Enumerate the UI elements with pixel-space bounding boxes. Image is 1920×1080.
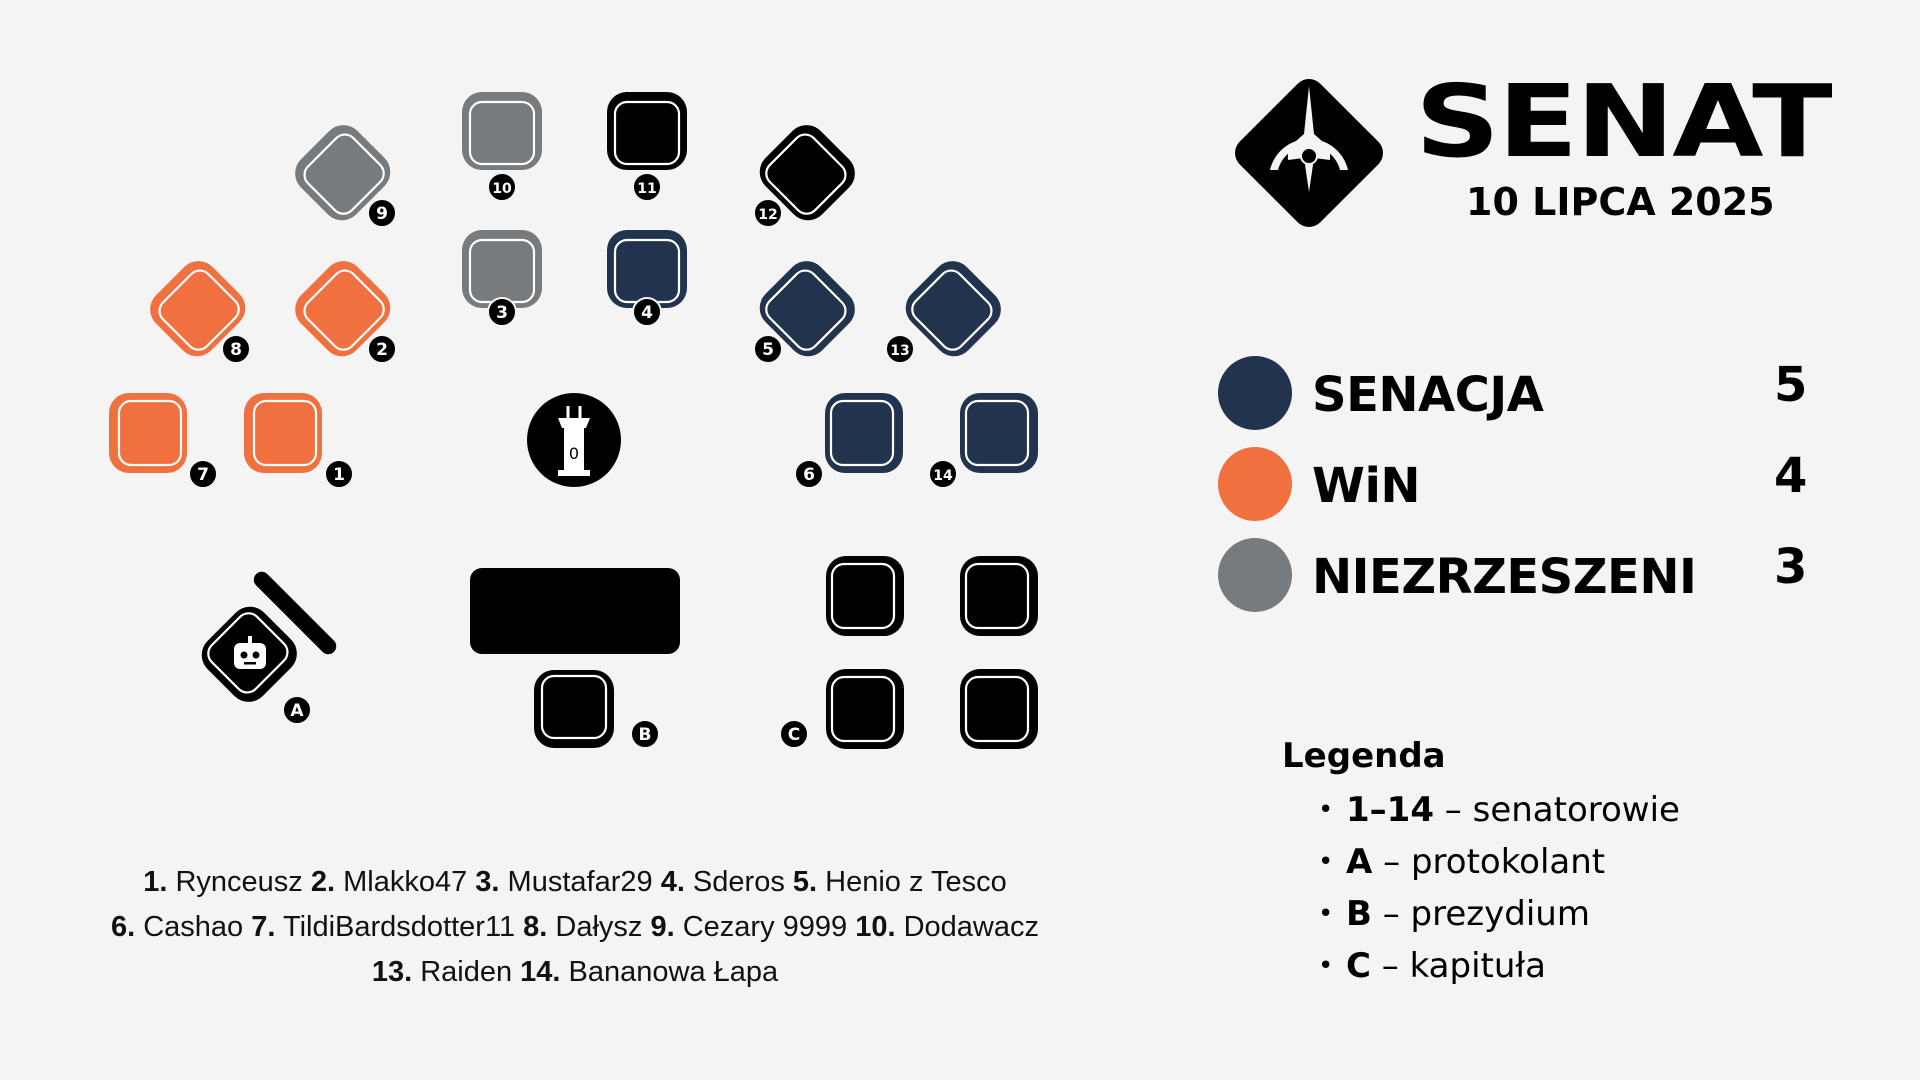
page-title: SENAT	[1415, 63, 1831, 180]
senator-entry	[143, 866, 303, 898]
party-color-dot	[1218, 538, 1292, 612]
seat-number: A	[290, 701, 304, 721]
senator-seat-4	[607, 230, 687, 308]
legend-item: • C – kapituła	[1318, 946, 1546, 986]
senator-number: 8.	[523, 911, 548, 943]
kapitula-seat-2	[960, 556, 1038, 636]
seat-number: 13	[890, 343, 910, 359]
senator-name: Dałysz	[547, 911, 643, 943]
party-seat-count: 5	[1774, 357, 1808, 413]
senator-entry	[793, 866, 1007, 898]
seat-number: B	[638, 725, 652, 745]
senator-number: 13.	[371, 956, 413, 988]
seat-badge-8	[222, 335, 250, 363]
senator-name: Rynceusz	[167, 866, 303, 898]
seat-badge-11	[633, 173, 661, 201]
seat-number: C	[787, 725, 801, 745]
party-row-niezrzeszeni	[1218, 538, 1818, 614]
senator-name: Dodawacz	[895, 911, 1040, 943]
senator-number: 4.	[660, 866, 685, 898]
legend-list	[1318, 784, 1680, 992]
seat-number: 11	[637, 181, 657, 197]
senator-seat-11	[607, 92, 687, 170]
senator-entry	[855, 911, 1039, 943]
senator-seat-14	[960, 393, 1038, 473]
senator-seat-10	[462, 92, 542, 170]
senator-seat-1	[244, 393, 322, 473]
party-row-senacja	[1218, 356, 1818, 432]
senator-number: 6.	[110, 911, 136, 943]
senator-number: 10.	[855, 911, 896, 943]
party-seat-count: 3	[1774, 539, 1808, 595]
senator-entry	[520, 956, 778, 988]
senator-names	[40, 860, 1110, 995]
seat-badge-4	[633, 298, 661, 326]
legend-item: • B – prezydium	[1318, 894, 1590, 934]
kapitula-seat-4	[960, 669, 1038, 749]
legend-item: • 1–14 – senatorowie	[1318, 790, 1680, 830]
senator-name: Mlakko47	[335, 866, 468, 898]
senator-number: 9.	[650, 911, 675, 943]
seat-number: 2	[376, 340, 388, 360]
seat-badge-A	[283, 696, 311, 724]
seat-badge-10	[488, 173, 516, 201]
kapitula-seat-1	[826, 556, 904, 636]
senator-entry	[251, 911, 515, 943]
senator-entry	[311, 866, 467, 898]
senator-name: Cezary 9999	[674, 911, 848, 943]
seat-number: 9	[376, 204, 388, 224]
seat-number: 8	[230, 340, 242, 360]
senator-name: Bananowa Łapa	[560, 956, 779, 988]
senator-entry	[111, 911, 243, 943]
kapitula-seat-3	[826, 669, 904, 749]
legend-item: • A – protokolant	[1318, 842, 1606, 882]
senator-name: Raiden	[412, 956, 513, 988]
senator-number: 5.	[792, 866, 818, 898]
party-name: SENACJA	[1312, 367, 1544, 423]
senator-name: Henio z Tesco	[817, 866, 1007, 898]
senator-number: 1.	[143, 866, 168, 898]
party-name: WiN	[1312, 458, 1421, 514]
seat-badge-C	[780, 720, 808, 748]
senator-number: 7.	[251, 911, 276, 943]
senator-name: Sderos	[684, 866, 785, 898]
senator-seat-7	[109, 393, 187, 473]
names-line-1	[40, 860, 1110, 905]
senator-name: Mustafar29	[499, 866, 653, 898]
seat-number: 4	[641, 303, 653, 323]
senator-entry	[650, 911, 847, 943]
diamond-gear-emblem-icon	[1230, 74, 1388, 232]
party-color-dot	[1218, 356, 1292, 430]
seat-number: 1	[333, 465, 345, 485]
seat-badge-1	[325, 460, 353, 488]
seat-badge-5	[754, 335, 782, 363]
party-color-dot	[1218, 447, 1292, 521]
seat-badge-3	[488, 298, 516, 326]
senator-number: 14.	[520, 956, 561, 988]
senator-seat-3	[462, 230, 542, 308]
senator-name: Cashao	[135, 911, 244, 943]
presidium-table	[470, 568, 680, 654]
names-line-2	[40, 905, 1110, 950]
senator-number: 2.	[310, 866, 336, 898]
seat-number: 5	[762, 340, 774, 360]
legend-title: Legenda	[1282, 736, 1446, 776]
seat-number: 10	[492, 181, 512, 197]
seat-number: 3	[496, 303, 508, 323]
seat-badge-13	[886, 335, 914, 363]
seat-badge-6	[795, 460, 823, 488]
podium-label: 0	[568, 444, 580, 463]
seat-badge-9	[368, 199, 396, 227]
senator-name: TildiBardsdotter11	[275, 911, 516, 943]
seat-badge-2	[368, 335, 396, 363]
podium-icon	[527, 393, 621, 487]
seat-number: 12	[758, 207, 778, 223]
senator-entry	[475, 866, 652, 898]
senator-entry	[372, 956, 512, 988]
senator-entry	[661, 866, 785, 898]
seat-number: 7	[197, 465, 209, 485]
seat-badge-B	[631, 720, 659, 748]
seat-number: 14	[933, 468, 953, 484]
party-name: NIEZRZESZENI	[1312, 549, 1697, 605]
seat-badge-14	[929, 460, 957, 488]
senator-number: 3.	[475, 866, 500, 898]
seat-badge-7	[189, 460, 217, 488]
senator-seat-6	[825, 393, 903, 473]
party-seat-count: 4	[1774, 448, 1808, 504]
party-row-win	[1218, 447, 1818, 523]
seat-number: 6	[803, 465, 815, 485]
senator-entry	[523, 911, 642, 943]
session-date: 10 LIPCA 2025	[1466, 180, 1775, 224]
names-line-3	[40, 950, 1110, 995]
presidium-seat	[534, 670, 614, 748]
seat-badge-12	[754, 199, 782, 227]
